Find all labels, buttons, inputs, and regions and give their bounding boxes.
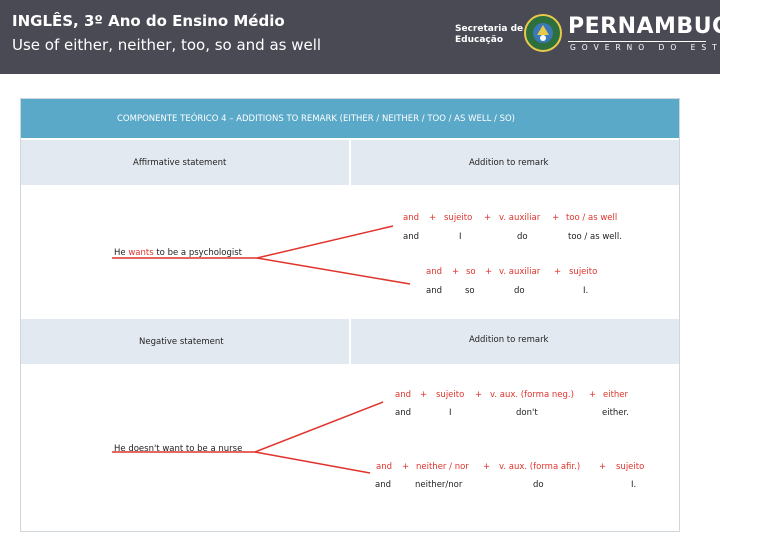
example-word: I — [459, 232, 462, 242]
formula-word: v. aux. (forma afir.) — [499, 462, 581, 472]
example-word: and — [426, 286, 442, 296]
formula-plus: + — [485, 267, 493, 277]
formula-word: sujeito — [444, 213, 473, 223]
example-word: neither/nor — [415, 480, 463, 490]
formula-word: v. auxiliar — [499, 213, 541, 223]
formula-plus: + — [429, 213, 437, 223]
formula-word: too / as well — [566, 213, 618, 223]
brand-logo-text: PERNAMBUCO — [568, 14, 748, 39]
formula-plus: + — [475, 390, 483, 400]
negative-example: He doesn't want to be a nurse — [114, 444, 243, 454]
secretaria-line2: Educação — [455, 35, 503, 45]
formula-word: sujeito — [569, 267, 598, 277]
formula-plus: + — [402, 462, 410, 472]
formula-word: and — [376, 462, 392, 472]
formula-word: either — [603, 390, 629, 400]
example-word: don't — [516, 408, 538, 418]
arrow-to-so — [257, 258, 410, 284]
negative-statement-label: Negative statement — [139, 337, 224, 347]
formula-word: and — [426, 267, 442, 277]
arrow-to-neither — [255, 452, 370, 473]
brand-subtitle: GOVERNO DO ESTADO — [570, 43, 757, 52]
slide-subtitle: Use of either, neither, too, so and as well — [12, 36, 322, 54]
formula-word: and — [403, 213, 419, 223]
affirmative-statement-label: Affirmative statement — [133, 158, 227, 168]
example-word: too / as well. — [568, 232, 622, 242]
example-word: either. — [602, 408, 629, 418]
addition-to-remark-label: Addition to remark — [469, 335, 549, 345]
formula-word: so — [466, 267, 476, 277]
addition-to-remark-label: Addition to remark — [469, 158, 549, 168]
slide-title: INGLÊS, 3º Ano do Ensino Médio — [12, 12, 285, 30]
example-word: and — [395, 408, 411, 418]
formula-plus: + — [554, 267, 562, 277]
secretaria-line1: Secretaria de — [455, 24, 524, 34]
example-word: do — [514, 286, 525, 296]
formula-plus: + — [552, 213, 560, 223]
table-heading: COMPONENTE TEÓRICO 4 – ADDITIONS TO REMARK (EITHER / NEITHER / TOO / AS WELL / SO) — [117, 114, 515, 124]
example-word: I. — [583, 286, 589, 296]
formula-plus: + — [483, 462, 491, 472]
example-word: I — [449, 408, 452, 418]
formula-plus: + — [452, 267, 460, 277]
formula-plus: + — [589, 390, 597, 400]
formula-plus: + — [420, 390, 428, 400]
example-verb-highlight: wants — [128, 248, 154, 258]
example-word: I. — [631, 480, 637, 490]
formula-plus: + — [599, 462, 607, 472]
formula-word: and — [395, 390, 411, 400]
affirmative-example — [114, 248, 242, 258]
example-word: and — [403, 232, 419, 242]
example-text: to be a psychologist — [153, 248, 243, 258]
formula-word: neither / nor — [416, 462, 469, 472]
example-word: do — [533, 480, 544, 490]
formula-word: v. aux. (forma neg.) — [490, 390, 574, 400]
example-word: and — [375, 480, 391, 490]
formula-word: sujeito — [616, 462, 645, 472]
formula-word: sujeito — [436, 390, 465, 400]
example-word: do — [517, 232, 528, 242]
example-word: so — [465, 286, 475, 296]
formula-plus: + — [484, 213, 492, 223]
formula-word: v. auxiliar — [499, 267, 541, 277]
example-text: He — [114, 248, 129, 258]
